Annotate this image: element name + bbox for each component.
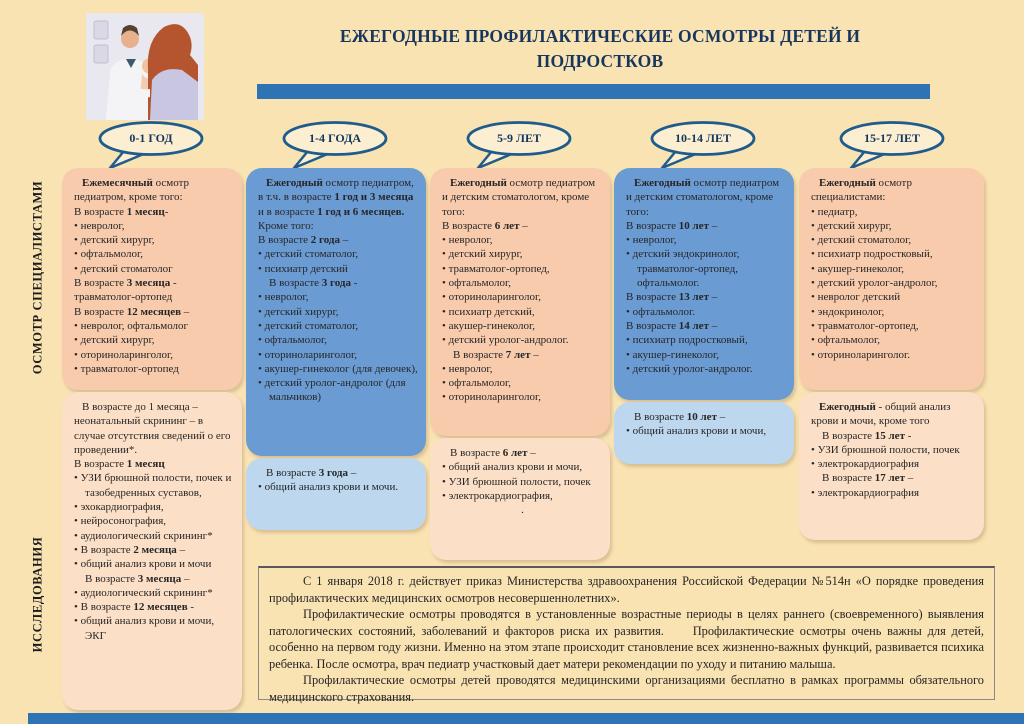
bullet-item: • детский уролог-андролог, — [811, 277, 938, 290]
bullet-item: • офтальмолог, — [811, 334, 880, 347]
text-line: В возрасте 3 года – — [266, 467, 357, 479]
text-line: В возрасте 13 лет – — [626, 291, 718, 304]
bullet-dot: • — [442, 461, 449, 474]
text-line: В возрасте 17 лет – — [822, 472, 914, 485]
bullet-item: • эхокардиография, — [74, 501, 164, 514]
bullet-item: • УЗИ брюшной полости, почек и тазобедренных суставов, — [74, 472, 232, 499]
bullet-item: • оториноларинголог, — [258, 348, 358, 361]
bullet-item: • детский хирург, — [442, 248, 523, 261]
bullet-dot: • — [74, 234, 81, 247]
bullet-dot: • — [258, 262, 265, 275]
age-bubble — [98, 121, 204, 169]
bullet-dot: • — [626, 425, 633, 438]
bullet-dot: • — [74, 529, 81, 542]
info-paragraph: С 1 января 2018 г. действует приказ Министерства здравоохранения Российской Федерации №514н «О порядке проведения профилактических медицинских осмотров несовершеннолетних». — [269, 574, 984, 605]
bullet-item: • невролог, — [258, 291, 309, 304]
text-line: Ежегодный осмотр педиатром и детским стоматологом, кроме того: — [626, 177, 780, 218]
bullet-item: • общий анализ крови и мочи, ЭКГ — [74, 615, 215, 642]
research-box — [430, 438, 610, 560]
specialist-exam-box — [430, 168, 610, 436]
research-box — [246, 458, 426, 530]
bullet-item: • невролог, — [442, 362, 493, 375]
side-label-specialists: ОСМОТР СПЕЦИАЛИСТАМИ — [30, 180, 45, 375]
bullet-item: • психиатр подростковый, — [626, 334, 748, 347]
age-bubble-label: 10-14 ЛЕТ — [675, 131, 731, 145]
bullet-item: • акушер-гинеколог, — [442, 319, 536, 332]
side-label-research: ИССЛЕДОВАНИЯ — [30, 536, 45, 653]
bullet-dot: • — [811, 277, 818, 290]
bullet-dot: • — [442, 291, 449, 304]
bullet-item: • детский стоматолог, — [258, 319, 359, 332]
text-line: Ежегодный осмотр педиатром, в т.ч. в возрасте 1 год и 3 месяца и в возрасте 1 год и 6 месяцев. Кроме того: — [258, 177, 414, 232]
info-paragraph: Профилактические осмотры проводятся в установленные возрастные периоды в целях раннего (своевременного) выявления патологических состояний, заболеваний и факторов риска их развития. Профилактические осмотры очень важны для детей, особенно на первом году жизни. Именно на этом этапе происходит становление всех жизненно-важных функций, развивается психика ребенка. После осмотра, врач педиатр участковый дает матери рекомендации по уходу и питанию малыша. — [269, 607, 984, 671]
bullet-dot: • — [442, 305, 449, 318]
bullet-dot: • — [258, 319, 265, 332]
bullet-item: • детский уролог-андролог. — [442, 334, 569, 347]
bullet-item: • аудиологический скрининг* — [74, 529, 213, 542]
text-line: В возрасте до 1 месяца – неонатальный скрининг – в случае отсутствия сведений о его проведении*. — [74, 401, 231, 456]
text-line: . — [521, 504, 524, 517]
bullet-dot: • — [811, 348, 818, 361]
bullet-item: • оториноларинголог. — [811, 348, 911, 361]
bullet-dot: • — [811, 486, 818, 499]
text-line: В возрасте 15 лет - — [822, 429, 912, 442]
bullet-dot: • — [258, 362, 265, 375]
bullet-item: • травматолог-ортопед — [74, 362, 179, 375]
bullet-item: • оториноларинголог, — [442, 391, 542, 404]
bullet-item: • В возрасте 2 месяца – — [74, 543, 186, 556]
bullet-dot: • — [74, 543, 81, 556]
age-bubble — [839, 121, 945, 169]
text-line: В возрасте 6 лет – — [450, 447, 536, 459]
text-line: В возрасте 12 месяцев – — [74, 305, 190, 318]
bullet-item: • акушер-гинеколог, — [626, 348, 720, 361]
specialist-exam-box — [614, 168, 794, 400]
bullet-item: • акушер-гинеколог (для девочек), — [258, 362, 418, 375]
doctor-baby-photo — [86, 13, 204, 120]
bottom-accent-bar — [28, 713, 1024, 724]
bullet-dot: • — [258, 334, 265, 347]
bullet-item: • эндокринолог, — [811, 305, 885, 318]
bullet-dot: • — [74, 615, 81, 628]
bullet-dot: • — [811, 443, 818, 456]
bullet-item: • офтальмолог, — [442, 277, 511, 290]
bullet-dot: • — [74, 262, 81, 275]
text-line: Ежегодный - общий анализ крови и мочи, кроме того — [811, 401, 951, 428]
text-line: В возрасте 14 лет – — [626, 319, 718, 332]
bullet-item: • электрокардиография — [811, 486, 920, 499]
bullet-dot: • — [258, 305, 265, 318]
bullet-dot: • — [626, 334, 633, 347]
bullet-dot: • — [626, 234, 633, 247]
bullet-item: • детский уролог-андролог (для мальчиков) — [258, 377, 406, 404]
bullet-dot: • — [811, 205, 818, 218]
bullet-item: • акушер-гинеколог, — [811, 262, 905, 275]
bullet-dot: • — [74, 362, 81, 375]
bullet-item: • невролог, — [626, 234, 677, 247]
bullet-dot: • — [811, 458, 818, 471]
bullet-dot: • — [74, 515, 81, 528]
bullet-item: • невролог, — [74, 219, 125, 232]
bullet-dot: • — [811, 219, 818, 232]
bullet-item: • детский уролог-андролог. — [626, 362, 753, 375]
bullet-item: • офтальмолог, — [442, 377, 511, 390]
text-line: Ежемесячный осмотр педиатром, кроме того: — [74, 177, 190, 204]
research-box — [799, 392, 984, 540]
bullet-item: • невролог, — [442, 234, 493, 247]
bullet-dot: • — [442, 334, 449, 347]
bullet-item: • нейросонография, — [74, 515, 167, 528]
specialist-exam-box — [62, 168, 242, 390]
bullet-item: • общий анализ крови и мочи. — [258, 481, 399, 494]
bullet-item: • электрокардиография, — [442, 489, 553, 502]
text-line: В возрасте 3 месяца – — [85, 572, 190, 585]
bullet-item: • детский хирург, — [258, 305, 339, 318]
bullet-dot: • — [74, 586, 81, 599]
bullet-dot: • — [74, 219, 81, 232]
bullet-dot: • — [258, 377, 265, 390]
bullet-item: • В возрасте 12 месяцев - — [74, 601, 195, 614]
bullet-dot: • — [74, 601, 81, 614]
age-bubble-label: 15-17 ЛЕТ — [864, 131, 920, 145]
title-underline-bar — [257, 84, 930, 99]
bullet-item: • детский стоматолог, — [811, 234, 912, 247]
bullet-item: • детский эндокринолог, травматолог-ортопед, офтальмолог. — [626, 248, 740, 290]
bullet-dot: • — [811, 334, 818, 347]
text-line: В возрасте 10 лет – — [634, 411, 726, 423]
bullet-dot: • — [258, 248, 265, 261]
bullet-item: • невролог детский — [811, 291, 901, 304]
text-line: В возрасте 1 месяц- — [74, 205, 169, 218]
age-bubble-label: 5-9 ЛЕТ — [497, 131, 541, 145]
bullet-dot: • — [74, 472, 81, 485]
bullet-dot: • — [811, 305, 818, 318]
bullet-dot: • — [442, 277, 449, 290]
bullet-item: • офтальмолог, — [74, 248, 143, 261]
bullet-item: • общий анализ крови и мочи — [74, 558, 212, 571]
bullet-dot: • — [74, 348, 81, 361]
bullet-dot: • — [74, 501, 81, 514]
text-line: В возрасте 10 лет – — [626, 219, 718, 232]
bullet-dot: • — [74, 558, 81, 571]
bullet-item: • психиатр детский, — [442, 305, 535, 318]
specialist-exam-box — [246, 168, 426, 456]
bullet-dot: • — [626, 348, 633, 361]
bullet-dot: • — [258, 348, 265, 361]
bullet-dot: • — [442, 234, 449, 247]
bullet-dot: • — [442, 377, 449, 390]
bullet-item: • детский хирург, — [74, 334, 155, 347]
age-bubble — [650, 121, 756, 169]
bullet-item: • общий анализ крови и мочи, — [442, 461, 583, 474]
bullet-dot: • — [626, 248, 633, 261]
bullet-item: • травматолог-ортопед, — [811, 319, 919, 332]
bullet-dot: • — [442, 489, 449, 502]
bullet-dot: • — [442, 248, 449, 261]
bullet-item: • общий анализ крови и мочи, — [626, 425, 767, 438]
text-line: Ежегодный осмотр специалистами: — [811, 177, 912, 204]
bullet-dot: • — [811, 234, 818, 247]
bullet-dot: • — [626, 362, 633, 375]
bullet-dot: • — [442, 391, 449, 404]
bullet-item: • психиатр подростковый, — [811, 248, 933, 261]
bullet-dot: • — [258, 291, 265, 304]
age-bubble — [466, 121, 572, 169]
age-bubble — [282, 121, 388, 169]
text-line: В возрасте 1 месяц — [74, 458, 165, 471]
bullet-item: • оториноларинголог, — [74, 348, 174, 361]
bullet-dot: • — [74, 334, 81, 347]
text-line: Ежегодный осмотр педиатром и детским стоматологом, кроме того: — [442, 177, 596, 218]
info-paragraph: Профилактические осмотры детей проводятся медицинскими организациями бесплатно в рамках программы обязательного медицинского страхования. — [269, 673, 984, 704]
info-box — [258, 566, 995, 704]
bullet-dot: • — [811, 319, 818, 332]
bullet-dot: • — [74, 248, 81, 261]
bullet-dot: • — [811, 262, 818, 275]
age-bubble-label: 0-1 ГОД — [129, 131, 173, 145]
bullet-dot: • — [442, 262, 449, 275]
specialist-exam-box — [799, 168, 984, 390]
bullet-dot: • — [811, 291, 818, 304]
bullet-item: • электрокардиография — [811, 458, 920, 471]
bullet-item: • травматолог-ортопед, — [442, 262, 550, 275]
bullet-item: • невролог, офтальмолог — [74, 319, 189, 332]
text-line: В возрасте 3 года - — [269, 277, 358, 290]
bullet-item: • педиатр, — [811, 205, 858, 218]
doctor-baby-illustration — [86, 13, 204, 120]
text-line: В возрасте 3 месяца - травматолог-ортопед — [74, 277, 177, 304]
research-box — [62, 392, 242, 710]
bullet-item: • аудиологический скрининг* — [74, 586, 213, 599]
bullet-item: • офтальмолог. — [626, 305, 695, 318]
bullet-dot: • — [442, 362, 449, 375]
bullet-dot: • — [811, 248, 818, 261]
bullet-item: • психиатр детский — [258, 262, 348, 275]
bullet-dot: • — [442, 475, 449, 488]
bullet-dot: • — [74, 319, 81, 332]
bullet-item: • оториноларинголог, — [442, 291, 542, 304]
bullet-item: • детский стоматолог — [74, 262, 173, 275]
bullet-item: • УЗИ брюшной полости, почек — [811, 443, 960, 456]
research-box — [614, 402, 794, 464]
page-title: ЕЖЕГОДНЫЕ ПРОФИЛАКТИЧЕСКИЕ ОСМОТРЫ ДЕТЕЙ И ПОДРОСТКОВ — [339, 26, 861, 71]
text-line: В возрасте 2 года – — [258, 234, 349, 247]
bullet-item: • детский хирург, — [811, 219, 892, 232]
age-bubble-label: 1-4 ГОДА — [309, 131, 361, 145]
text-line: В возрасте 6 лет – — [442, 219, 528, 232]
bullet-dot: • — [258, 481, 265, 494]
bullet-item: • офтальмолог, — [258, 334, 327, 347]
text-line: В возрасте 7 лет – — [453, 348, 539, 361]
bullet-dot: • — [442, 319, 449, 332]
bullet-item: • УЗИ брюшной полости, почек — [442, 475, 591, 488]
bullet-item: • детский хирург, — [74, 234, 155, 247]
bullet-dot: • — [626, 305, 633, 318]
bullet-item: • детский стоматолог, — [258, 248, 359, 261]
